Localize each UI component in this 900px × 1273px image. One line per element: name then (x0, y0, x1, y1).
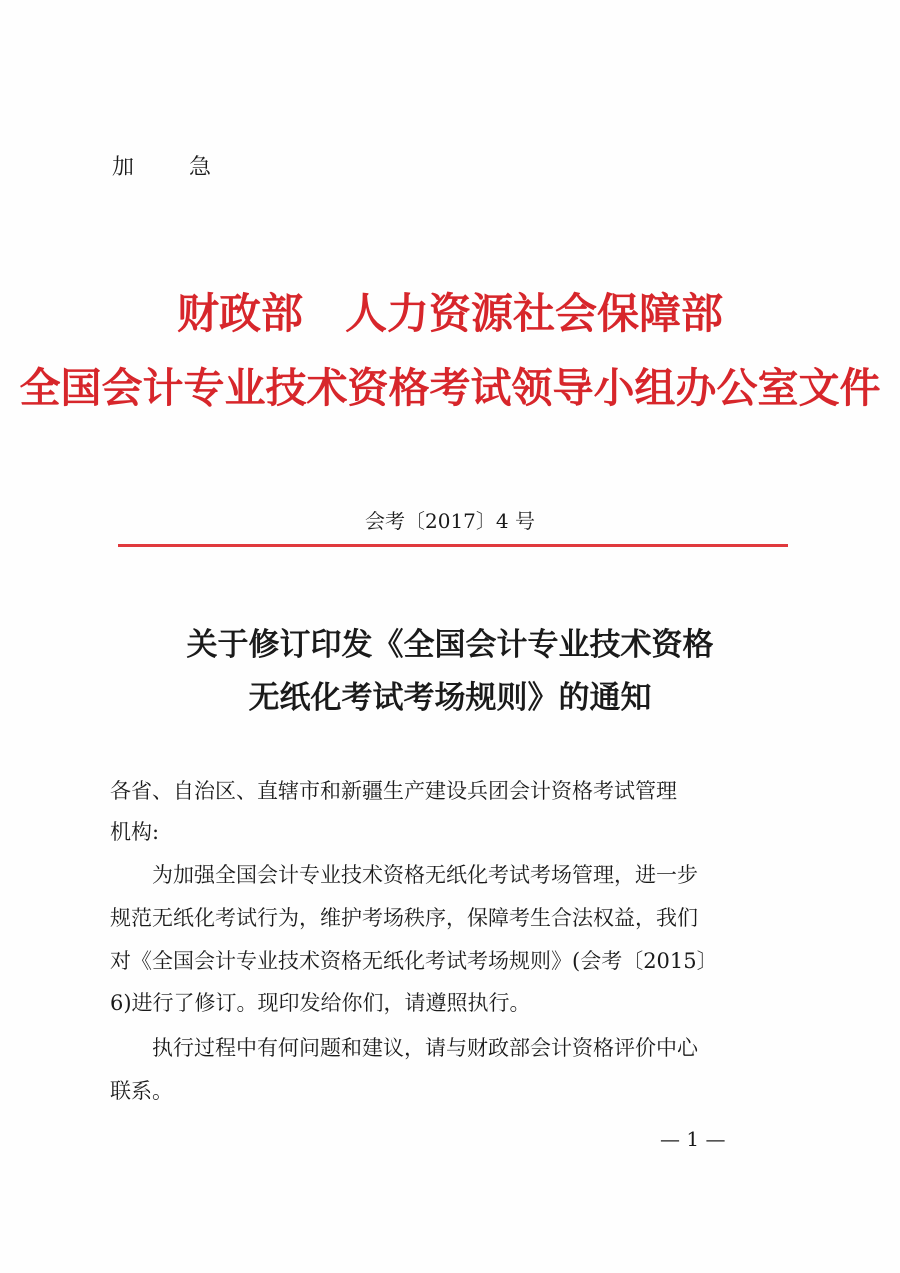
body-line-paragraph1-3: 对《全国会计专业技术资格无纸化考试考场规则》(会考〔2015〕 (110, 949, 718, 973)
body-line-paragraph1-4: 6)进行了修订。现印发给你们，请遵照执行。 (110, 991, 531, 1015)
document-number: 会考〔2017〕4 号 (365, 509, 535, 533)
body-line-paragraph1-1: 为加强全国会计专业技术资格无纸化考试考场管理，进一步 (110, 863, 698, 887)
issuer-header-line-2: 全国会计专业技术资格考试领导小组办公室文件 (19, 364, 881, 412)
body-line-paragraph1-2: 规范无纸化考试行为，维护考场秩序，保障考生合法权益，我们 (110, 906, 698, 930)
body-line-recipients: 各省、自治区、直辖市和新疆生产建设兵团会计资格考试管理 (110, 779, 677, 803)
red-divider-line (118, 544, 788, 547)
urgency-marker: 加 急 (112, 155, 235, 180)
document-title-line-2: 无纸化考试考场规则》的通知 (248, 680, 652, 716)
body-line-paragraph2-2: 联系。 (110, 1079, 173, 1103)
body-line-recipients-cont: 机构: (110, 820, 160, 844)
issuer-header-line-1: 财政部 人力资源社会保障部 (176, 289, 723, 338)
body-line-paragraph2-1: 执行过程中有何问题和建议，请与财政部会计资格评价中心 (110, 1036, 698, 1060)
page-number: — 1 — (660, 1127, 726, 1151)
document-title-line-1: 关于修订印发《全国会计专业技术资格 (186, 627, 714, 663)
